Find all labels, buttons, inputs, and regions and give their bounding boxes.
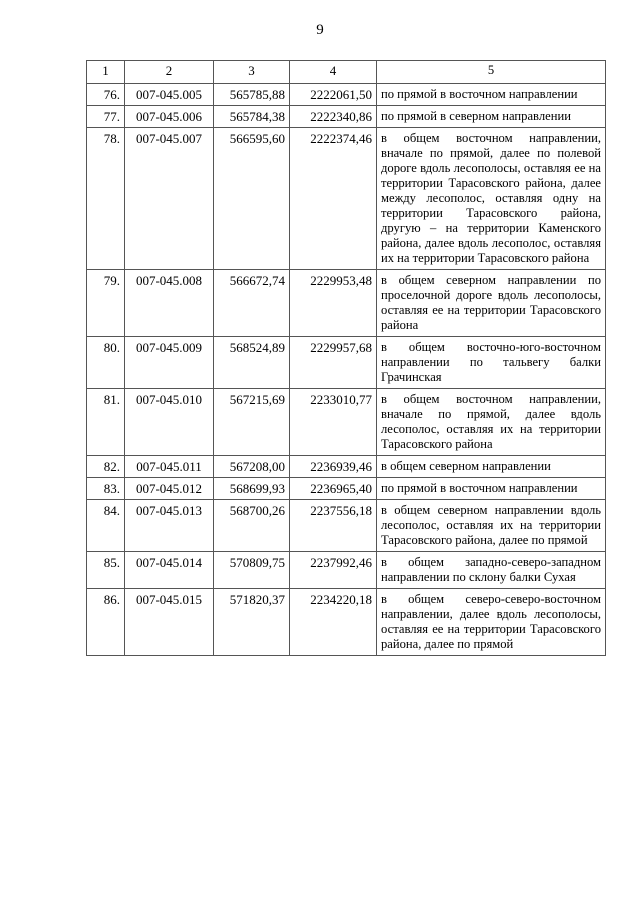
table-row (87, 389, 606, 456)
row-number: 80. (87, 337, 125, 389)
table-row (87, 128, 606, 270)
coordinate-x: 568700,26 (214, 500, 290, 552)
coordinate-x: 568524,89 (214, 337, 290, 389)
boundary-description: в общем восточном направлении, вначале по прямой, далее вдоль лесополос, оставляя их на территории Тарасовского района (377, 389, 606, 456)
row-number: 86. (87, 589, 125, 656)
point-code: 007-045.014 (125, 552, 214, 589)
table-row (87, 500, 606, 552)
coordinate-y: 2222061,50 (290, 84, 377, 106)
table-row (87, 337, 606, 389)
row-number: 84. (87, 500, 125, 552)
coordinate-y: 2229957,68 (290, 337, 377, 389)
point-code: 007-045.015 (125, 589, 214, 656)
coordinate-y: 2222374,46 (290, 128, 377, 270)
coordinate-y: 2236965,40 (290, 478, 377, 500)
point-code: 007-045.011 (125, 456, 214, 478)
coordinate-y: 2234220,18 (290, 589, 377, 656)
coordinate-x: 567215,69 (214, 389, 290, 456)
coordinate-y: 2222340,86 (290, 106, 377, 128)
boundary-description: в общем восточно-юго-восточном направлении по тальвегу балки Грачинская (377, 337, 606, 389)
coordinate-x: 568699,93 (214, 478, 290, 500)
boundary-description: по прямой в северном направлении (377, 106, 606, 128)
column-header: 3 (214, 61, 290, 84)
table-row (87, 106, 606, 128)
coordinate-x: 566672,74 (214, 270, 290, 337)
coordinate-y: 2236939,46 (290, 456, 377, 478)
row-number: 79. (87, 270, 125, 337)
table-row (87, 456, 606, 478)
row-number: 76. (87, 84, 125, 106)
coordinate-y: 2229953,48 (290, 270, 377, 337)
table-row (87, 84, 606, 106)
table-row (87, 478, 606, 500)
boundary-description: в общем западно-северо-западном направлении по склону балки Сухая (377, 552, 606, 589)
coordinate-y: 2237992,46 (290, 552, 377, 589)
column-header: 1 (87, 61, 125, 84)
point-code: 007-045.009 (125, 337, 214, 389)
coordinate-x: 567208,00 (214, 456, 290, 478)
row-number: 77. (87, 106, 125, 128)
column-header: 2 (125, 61, 214, 84)
coordinate-x: 570809,75 (214, 552, 290, 589)
column-header: 5 (377, 61, 606, 84)
boundary-description: в общем северо-северо-восточном направлении, далее вдоль лесополосы, оставляя ее на территории Тарасовского района, далее по прямой (377, 589, 606, 656)
boundary-description: по прямой в восточном направлении (377, 84, 606, 106)
point-code: 007-045.006 (125, 106, 214, 128)
row-number: 82. (87, 456, 125, 478)
row-number: 81. (87, 389, 125, 456)
table-header-row (87, 61, 606, 84)
boundary-description: в общем северном направлении вдоль лесополос, оставляя их на территории Тарасовского района, далее по прямой (377, 500, 606, 552)
row-number: 83. (87, 478, 125, 500)
point-code: 007-045.007 (125, 128, 214, 270)
boundary-description: по прямой в восточном направлении (377, 478, 606, 500)
coordinate-x: 566595,60 (214, 128, 290, 270)
coordinate-y: 2233010,77 (290, 389, 377, 456)
page-number: 9 (316, 22, 324, 38)
row-number: 85. (87, 552, 125, 589)
coordinate-y: 2237556,18 (290, 500, 377, 552)
point-code: 007-045.005 (125, 84, 214, 106)
coordinate-x: 565785,88 (214, 84, 290, 106)
point-code: 007-045.010 (125, 389, 214, 456)
boundary-description: в общем северном направлении (377, 456, 606, 478)
point-code: 007-045.008 (125, 270, 214, 337)
table-row (87, 589, 606, 656)
table-row (87, 270, 606, 337)
point-code: 007-045.012 (125, 478, 214, 500)
coordinate-x: 565784,38 (214, 106, 290, 128)
row-number: 78. (87, 128, 125, 270)
boundary-description: в общем восточном направлении, вначале по прямой, далее по полевой дороге вдоль лесополосы, оставляя ее на территории Тарасовского района, далее между лесополос, оставляя одну на территории Тарасовского района, другую – на территории Каменского района, далее вдоль лесополос, оставляя их на территории Тарасовского района (377, 128, 606, 270)
boundary-description: в общем северном направлении по проселочной дороге вдоль лесополосы, оставляя ее на территории Тарасовского района (377, 270, 606, 337)
point-code: 007-045.013 (125, 500, 214, 552)
table-row (87, 552, 606, 589)
boundary-table (86, 60, 606, 656)
coordinate-x: 571820,37 (214, 589, 290, 656)
column-header: 4 (290, 61, 377, 84)
